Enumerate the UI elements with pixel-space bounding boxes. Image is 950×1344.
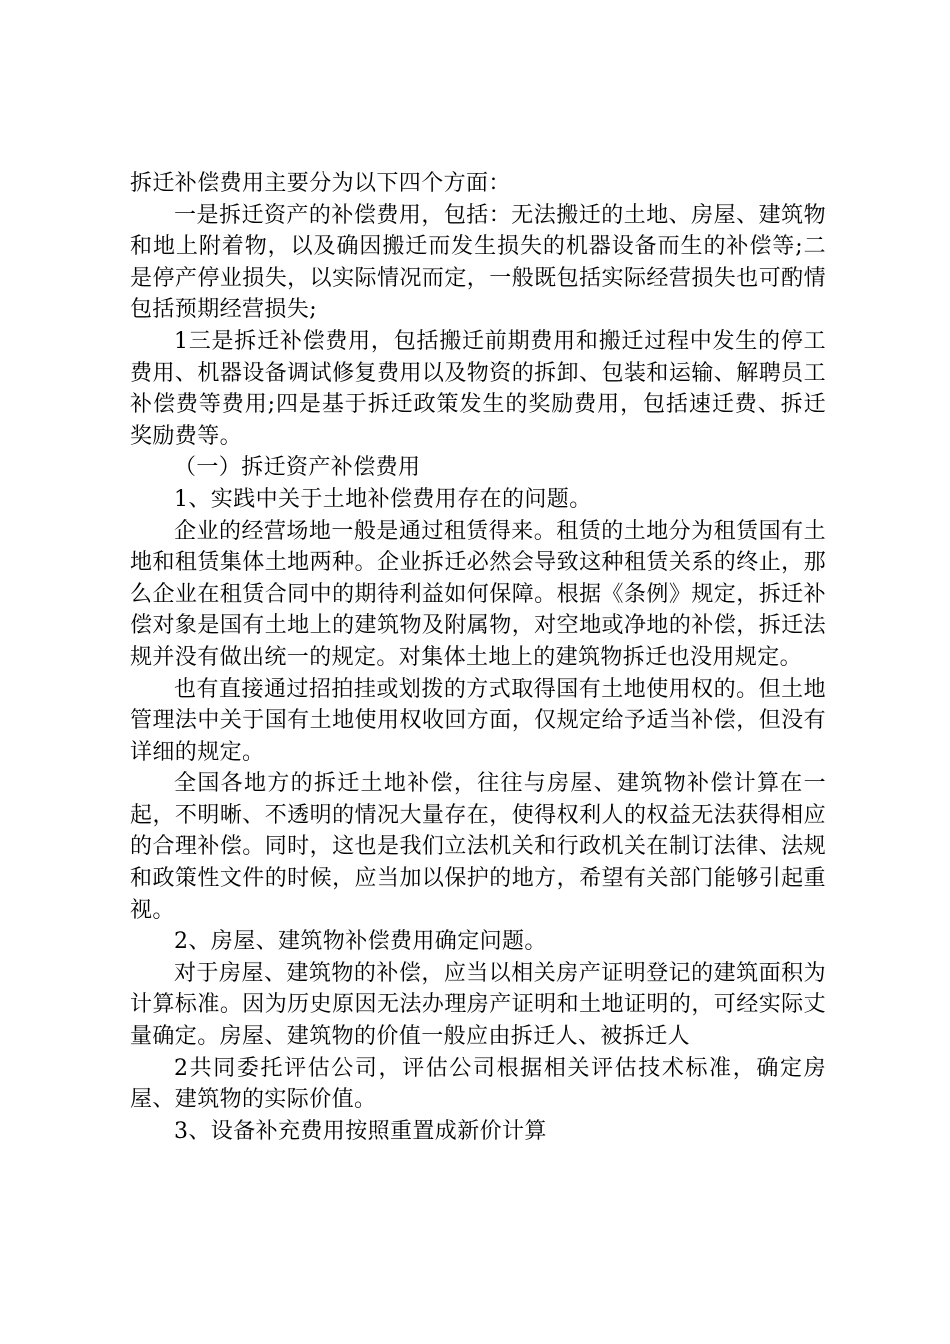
section-heading: （一）拆迁资产补偿费用: [174, 455, 421, 481]
paragraph-item-three: 1三是拆迁补偿费用，包括搬迁前期费用和搬迁过程中发生的停工费用、机器设备调试修复费用以及物资的拆卸、包装和运输、解聘员工补偿费等费用;四是基于拆迁政策发生的奖励费用，包括速迁费、拆迁奖励费等。: [130, 328, 826, 449]
paragraph-allocation: 也有直接通过招拍挂或划拨的方式取得国有土地使用权的。但土地管理法中关于国有土地使用权收回方面，仅规定给予适当补偿，但没有详细的规定。: [130, 676, 826, 765]
paragraph-buildings: 对于房屋、建筑物的补偿，应当以相关房产证明登记的建筑面积为计算标准。因为历史原因无法办理房产证明和土地证明的，可经实际丈量确定。房屋、建筑物的价值一般应由拆迁人、被拆迁人: [130, 960, 826, 1050]
paragraph-national: 全国各地方的拆迁土地补偿，往往与房屋、建筑物补偿计算在一起，不明晰、不透明的情况大量存在，使得权利人的权益无法获得相应的合理补偿。同时，这也是我们立法机关和行政机关在制订法律、法规和政策性文件的时候，应当加以保护的地方，希望有关部门能够引起重视。: [130, 771, 826, 923]
paragraph-item-one: 一是拆迁资产的补偿费用，包括：无法搬迁的土地、房屋、建筑物和地上附着物，以及确因搬迁而发生损失的机器设备而生的补偿等;二是停产停业损失，以实际情况而定，一般既包括实际经营损失也可酌情包括预期经营损失;: [130, 202, 826, 323]
paragraph-appraisal: 2共同委托评估公司，评估公司根据相关评估技术标准，确定房屋、建筑物的实际价值。: [130, 1055, 826, 1113]
paragraph-lease: 企业的经营场地一般是通过租赁得来。租赁的土地分为租赁国有土地和租赁集体土地两种。企业拆迁必然会导致这种租赁关系的终止，那么企业在租赁合同中的期待利益如何保障。根据《条例》规定，拆迁补偿对象是国有土地上的建筑物及附属物，对空地或净地的补偿，拆迁法规并没有做出统一的规定。对集体土地上的建筑物拆迁也没用规定。: [130, 518, 826, 670]
document-body: [130, 168, 826, 1147]
subheading-equipment: 3、设备补充费用按照重置成新价计算: [174, 1118, 547, 1144]
subheading-buildings: 2、房屋、建筑物补偿费用确定问题。: [174, 929, 547, 955]
subheading-land: 1、实践中关于土地补偿费用存在的问题。: [174, 486, 592, 512]
paragraph-intro: 拆迁补偿费用主要分为以下四个方面：: [130, 171, 511, 196]
